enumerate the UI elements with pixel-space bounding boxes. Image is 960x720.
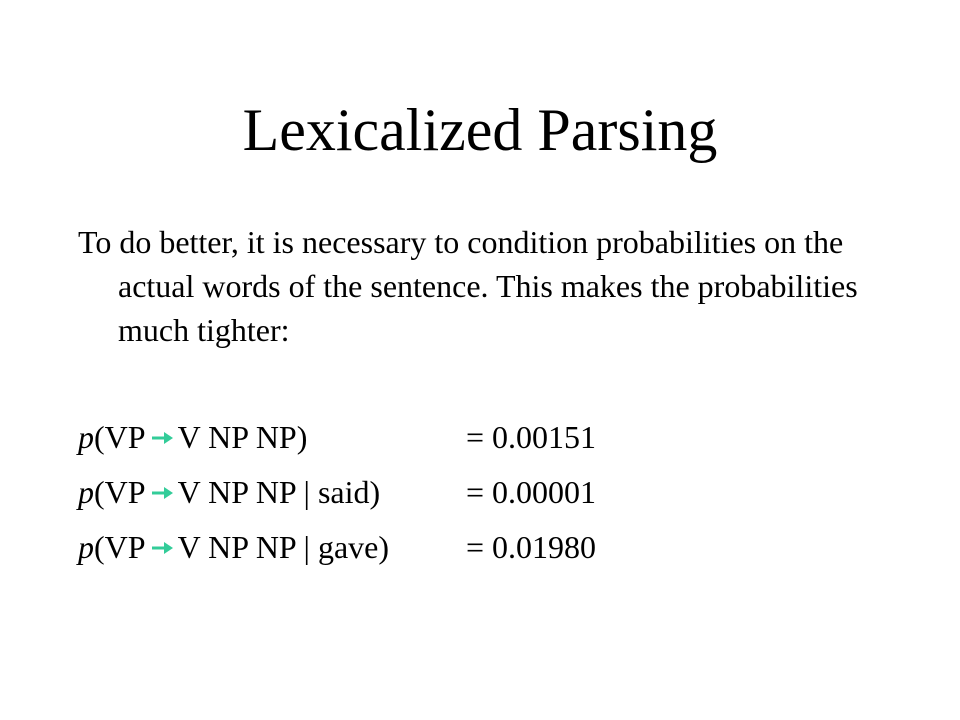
formula-value: = 0.01980	[466, 529, 597, 565]
formula-value: = 0.00151	[466, 419, 597, 455]
formula-value: = 0.00001	[466, 474, 597, 510]
slide-title: Lexicalized Parsing	[242, 97, 718, 163]
formula-open: (VP	[94, 529, 146, 565]
formula-lhs	[78, 469, 380, 515]
formula-lhs	[78, 414, 307, 460]
right-arrow-icon	[150, 485, 174, 501]
right-arrow-icon	[150, 430, 174, 446]
formula-function: p	[78, 419, 94, 455]
formula-rhs: V NP NP | said)	[177, 474, 381, 510]
formula-rhs: V NP NP)	[177, 419, 308, 455]
formula-lhs	[78, 524, 389, 570]
formula-open: (VP	[94, 419, 146, 455]
formula-function: p	[78, 529, 94, 565]
formula-function: p	[78, 474, 94, 510]
body-paragraph: To do better, it is necessary to condition probabilities on the actual words of the sentence. This makes the probabilities much tighter:	[78, 224, 858, 348]
formula-open: (VP	[94, 474, 146, 510]
right-arrow-icon	[150, 540, 174, 556]
formula-rhs: V NP NP | gave)	[177, 529, 389, 565]
